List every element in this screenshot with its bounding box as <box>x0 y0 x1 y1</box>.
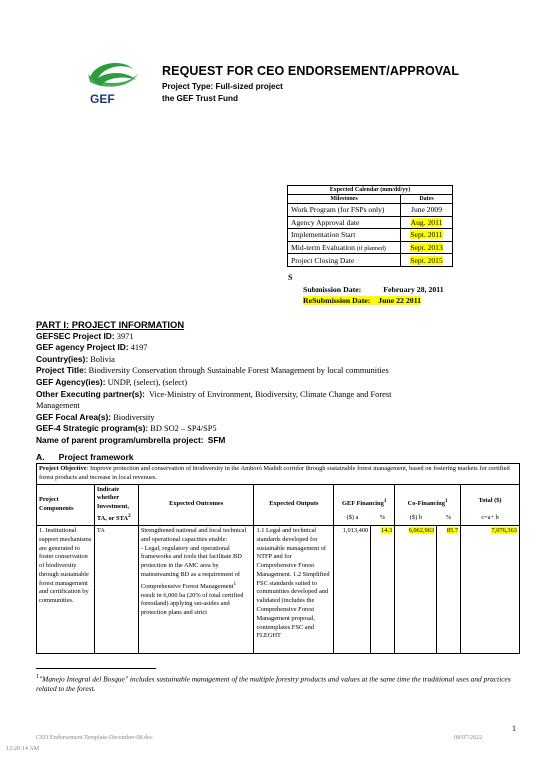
calendar-milestone-note: (if planned) <box>356 245 386 253</box>
cof-pct-cell: 85.7 <box>446 526 459 534</box>
focal-areas: GEF Focal Area(s): Biodiversity <box>36 411 155 422</box>
calendar-header-dates: Dates <box>401 195 453 204</box>
header-cof-b: ($) b <box>395 513 437 526</box>
header-components: Project Components <box>37 484 95 525</box>
header-gef-financing: GEF Financing$^1$ <box>334 484 395 513</box>
gef-agencies: GEF Agency(ies): UNDP, (select), (select) <box>36 376 188 387</box>
header-cof-pct: % <box>437 513 461 526</box>
project-type: Project Type: Full-sized project <box>162 82 283 91</box>
footnote: $^1$"Manejo Integral del Bosque" includes sustainable management of the multiple forestry products and values at the same time the traditional uses and practices related to the forest. <box>36 674 511 694</box>
header-indicate: Indicate whether Investment, TA, or STA$^2$ <box>94 484 138 525</box>
project-objective: Project Objective: Improve protection and conservation of biodiversity in the Amboró Madidi corridor through sustainable forest management, based on fostering markets for certified forest products and increase in local revenues. <box>37 464 520 485</box>
calendar-header-milestones: Milestones <box>288 195 401 204</box>
calendar-milestone: Mid-term Evaluation <box>291 243 355 253</box>
gefsec-id: GEFSEC Project ID: 3971 <box>36 330 134 341</box>
calendar-milestone: Project Closing Date <box>288 254 401 267</box>
calendar-date: June 2009 <box>401 204 453 217</box>
calendar-row <box>288 204 453 217</box>
section-a-heading: A. Project framework <box>36 452 134 462</box>
expected-calendar-table <box>287 185 453 267</box>
table-row <box>37 525 520 653</box>
footer-template: CEO Endorsement Template-December-08.doc <box>36 734 154 741</box>
calendar-milestone-cell <box>288 241 401 254</box>
calendar-date: Sept. 2015 <box>410 255 443 265</box>
outcome-cell: Strengthened national and local technical and operational capacities enable: - Legal, regulatory and operational frameworks and tools that facilitate BD protection in the AMC area by mainstreaming BD as a requirement of Comprehensive Forest Management$^1$ result in 6,000 ha (20% of total certified forestland) applying set-asides and protection plans and strict <box>138 525 254 653</box>
calendar-row <box>288 229 453 242</box>
resubmission-label: ReSubmission Date: <box>303 296 371 305</box>
type-cell: TA <box>94 525 138 653</box>
calendar-milestone: Implementation Start <box>288 229 401 242</box>
footnote-rule <box>36 668 156 669</box>
outputs-cell: 1.1 Legal and technical standards developed for sustainable management of NTFP and for Comprehensive Forest Management. 1.2 Simplified FSC standards suited to communities developed and validated (includes the Comprehensive Forest Management proposal, contemplates FSC and FLEGHT <box>254 525 334 653</box>
stray-s: S <box>288 273 293 282</box>
project-framework-table <box>36 463 520 654</box>
calendar-caption: Expected Calendar (mm/dd/yy) <box>288 186 453 195</box>
part1-heading: PART I: PROJECT INFORMATION <box>36 319 185 330</box>
header-gef-pct: % <box>371 513 395 526</box>
submission-value: February 28, 2011 <box>383 285 444 294</box>
calendar-row <box>288 254 453 267</box>
strategic-programs: GEF-4 Strategic program(s): BD SO2 – SP4/SP5 <box>36 423 217 434</box>
trust-fund: the GEF Trust Fund <box>162 94 238 103</box>
resubmission-value: June 22 2011 <box>378 296 422 305</box>
other-executing-partners-cont: Management <box>36 401 80 411</box>
total-cell: 7,076,363 <box>491 526 517 534</box>
agency-project-id: GEF agency Project ID: 4197 <box>36 342 148 353</box>
calendar-milestone: Work Program (for FSPs only) <box>288 204 401 217</box>
calendar-date: Aug. 2011 <box>410 217 443 227</box>
other-executing-partners: Other Executing partner(s): Vice-Ministry of Environment, Biodiversity, Climate Change and Forest <box>36 388 392 399</box>
calendar-date: Sept. 2011 <box>410 230 443 240</box>
submission-label: Submission Date: <box>303 285 362 294</box>
resubmission-date <box>303 296 421 305</box>
gef-logo <box>76 54 148 110</box>
footer-time: 12:20:14 AM <box>6 745 40 752</box>
page-number: 1 <box>512 724 516 733</box>
page-title: REQUEST FOR CEO ENDORSEMENT/APPROVAL <box>162 64 460 78</box>
header-outputs: Expected Outputs <box>254 484 334 525</box>
cof-amount-cell: 6,062,963 <box>408 526 435 534</box>
gef-amount-cell: 1,013,400 <box>334 525 371 653</box>
header-outcomes: Expected Outcomes <box>138 484 254 525</box>
calendar-row <box>288 241 453 254</box>
parent-program: Name of parent program/umbrella project: SFM <box>36 434 226 445</box>
header-total: Total ($) <box>461 484 520 513</box>
header-co-financing: Co-Financing$^1$ <box>395 484 461 513</box>
calendar-row <box>288 216 453 229</box>
countries: Country(ies): Bolivia <box>36 353 115 364</box>
calendar-milestone: Agency Approval date <box>288 216 401 229</box>
calendar-date: Sept. 2013 <box>410 243 443 253</box>
submission-date <box>303 285 444 294</box>
footer-date: 08/07/2022 <box>454 734 483 741</box>
gef-pct-cell: 14.3 <box>381 526 393 534</box>
header-gef-a: ($) a <box>334 513 371 526</box>
header-total-c: c=a+ b <box>461 513 520 526</box>
component-cell: 1. Institutional support mechanisms are generated to foster conservation of biodiversity through sustainable forest management and certification by communities. <box>37 525 95 653</box>
logo-text: GEF <box>90 92 115 106</box>
project-title: Project Title: Biodiversity Conservation through Sustainable Forest Management by local communities <box>36 365 389 376</box>
